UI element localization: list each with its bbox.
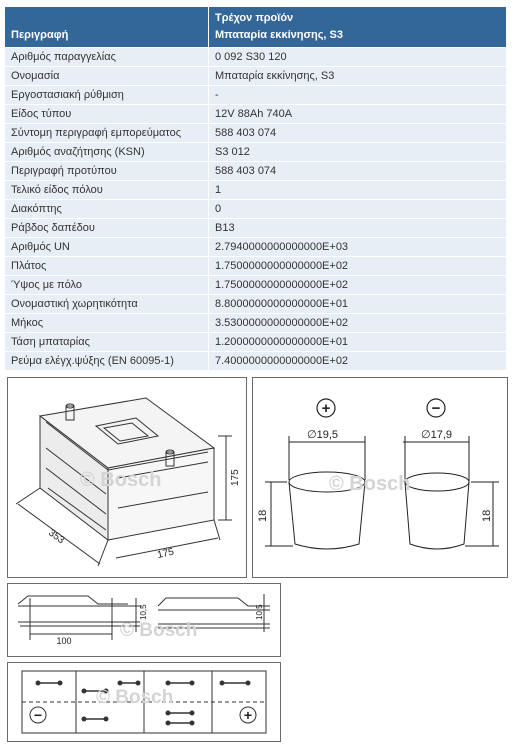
battery-width-label: 175 (156, 546, 175, 561)
battery-drawing-watermark: © Bosch (80, 469, 162, 491)
table-row (5, 48, 507, 67)
table-row (5, 124, 507, 143)
table-row (5, 295, 507, 314)
row-value: 8.8000000000000000E+01 (209, 295, 507, 314)
row-label: Είδος τύπου (5, 105, 209, 124)
row-label: Περιγραφή προτύπου (5, 162, 209, 181)
table-row (5, 105, 507, 124)
ledge-drawing (7, 583, 281, 657)
spec-table (4, 6, 507, 371)
plus-symbol: + (321, 400, 331, 417)
row-value: 1.2000000000000000E+01 (209, 333, 507, 352)
layout-plus-symbol: + (243, 707, 253, 723)
row-label: Πλάτος (5, 257, 209, 276)
row-value: 588 403 074 (209, 124, 507, 143)
row-value: 12V 88Ah 740A (209, 105, 507, 124)
row-label: Διακόπτης (5, 200, 209, 219)
table-row (5, 352, 507, 371)
table-row (5, 257, 507, 276)
row-value: 1.7500000000000000E+02 (209, 276, 507, 295)
plus-height-label: 18 (257, 509, 269, 522)
table-row (5, 162, 507, 181)
terminals-watermark: © Bosch (329, 473, 411, 495)
table-row (5, 86, 507, 105)
header-description: Περιγραφή (5, 7, 209, 48)
plus-diameter-label: ∅19,5 (307, 429, 338, 441)
header-current-product-line2: Μπαταρία εκκίνησης, S3 (215, 29, 343, 41)
row-value: 3.5300000000000000E+02 (209, 314, 507, 333)
row-value: 1 (209, 181, 507, 200)
row-value: - (209, 86, 507, 105)
row-label: Ονομαστική χωρητικότητα (5, 295, 209, 314)
terminal-layout-drawing (7, 662, 281, 742)
row-value: B13 (209, 219, 507, 238)
row-value: 0 (209, 200, 507, 219)
battery-drawing-svg (8, 378, 246, 577)
minus-symbol: − (431, 400, 441, 417)
table-row (5, 276, 507, 295)
ledge-watermark: © Bosch (120, 620, 198, 641)
row-label: Εργοστασιακή ρύθμιση (5, 86, 209, 105)
row-value: 0 092 S30 120 (209, 48, 507, 67)
layout-watermark: © Bosch (96, 687, 174, 708)
battery-height-label: 175 (230, 469, 241, 486)
table-row (5, 333, 507, 352)
row-label: Σύντομη περιγραφή εμπορεύματος (5, 124, 209, 143)
terminals-drawing (252, 377, 508, 578)
row-label: Αριθμός αναζήτησης (KSN) (5, 143, 209, 162)
table-row (5, 143, 507, 162)
table-row (5, 67, 507, 86)
table-row (5, 181, 507, 200)
row-value: S3 012 (209, 143, 507, 162)
row-label: Ονομασία (5, 67, 209, 86)
row-label: Αριθμός UN (5, 238, 209, 257)
table-row (5, 200, 507, 219)
header-current-product (209, 7, 507, 48)
terminals-drawing-svg (253, 378, 507, 577)
minus-height-label: 18 (481, 509, 493, 522)
row-label: Τελικό είδος πόλου (5, 181, 209, 200)
header-current-product-line1: Τρέχον προϊόν (215, 12, 294, 24)
row-value: 1.7500000000000000E+02 (209, 257, 507, 276)
table-row (5, 238, 507, 257)
layout-minus-symbol: − (33, 707, 43, 723)
battery-length-label: 353 (46, 527, 67, 547)
terminal-layout-svg (8, 663, 280, 741)
ledge-right-height-label: 10,5 (255, 604, 264, 620)
battery-dimension-drawing (7, 377, 247, 578)
row-label: Αριθμός παραγγελίας (5, 48, 209, 67)
row-label: Ύψος με πόλο (5, 276, 209, 295)
row-label: Τάση μπαταρίας (5, 333, 209, 352)
minus-diameter-label: ∅17,9 (421, 429, 452, 441)
row-value: 588 403 074 (209, 162, 507, 181)
row-label: Μήκος (5, 314, 209, 333)
table-row (5, 219, 507, 238)
row-value: 2.7940000000000000E+03 (209, 238, 507, 257)
ledge-drawing-svg (8, 584, 280, 656)
row-value: Μπαταρία εκκίνησης, S3 (209, 67, 507, 86)
table-header-row (5, 7, 507, 48)
row-label: Ρεύμα ελέγχ.ψύξης (EN 60095-1) (5, 352, 209, 371)
row-label: Ράβδος δαπέδου (5, 219, 209, 238)
ledge-100-label: 100 (56, 636, 72, 646)
row-value: 7.4000000000000000E+02 (209, 352, 507, 371)
ledge-left-height-label: 10,5 (139, 604, 148, 620)
table-row (5, 314, 507, 333)
